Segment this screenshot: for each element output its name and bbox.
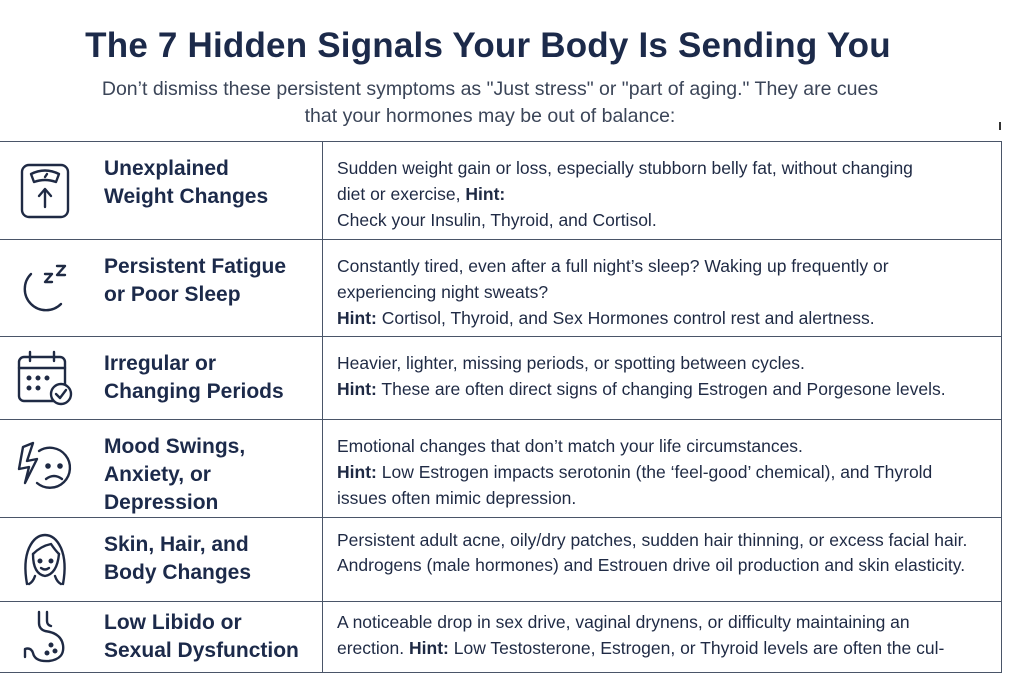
signal-description [323, 420, 1001, 511]
signal-name-line: Skin, Hair, and [104, 533, 249, 556]
signal-icon-cell [0, 518, 90, 602]
signal-icon-cell [0, 142, 90, 240]
signal-name-line: Weight Changes [104, 185, 269, 208]
signal-name-line: Unexplained [104, 157, 229, 180]
signal-name-line: Persistent Fatigue [104, 255, 287, 278]
signal-name-line: Body Changes [104, 561, 252, 584]
signal-hint-text: Check your Insulin, Thyroid, and Cortisol. [337, 210, 657, 230]
signal-icon-cell [0, 337, 90, 420]
signal-description [323, 240, 1001, 331]
signal-name-line: Low Libido or [104, 611, 242, 634]
signal-name-cell [90, 420, 323, 518]
signal-name-cell [90, 240, 323, 337]
signal-icon-cell [0, 420, 90, 518]
signal-row-mood [0, 420, 1002, 518]
hint-label: Hint: [337, 462, 377, 482]
signal-description [323, 602, 1001, 661]
signals-table [0, 141, 1002, 673]
signal-name [90, 420, 322, 517]
signal-hint-text: Low Testosterone, Estrogen, or Thyroid levels are often the cul- [453, 638, 945, 658]
signal-name-cell [90, 337, 323, 420]
signal-description [323, 142, 1001, 233]
signal-name-line: Sexual Dysfunction [104, 639, 299, 662]
signal-hint-text: Low Estrogen impacts serotonin (the ‘feel-good’ chemical), and Thyrold issues often mimic depression. [337, 462, 933, 508]
signal-icon-cell [0, 240, 90, 337]
signal-hint-text: Cortisol, Thyroid, and Sex Hormones control rest and alertness. [381, 308, 875, 328]
page-title: The 7 Hidden Signals Your Body Is Sending You [85, 26, 891, 65]
hint-label: Hint: [337, 379, 377, 399]
signal-name [90, 240, 322, 309]
signal-hint-text: These are often direct signs of changing Estrogen and Porgesone levels. [381, 379, 946, 399]
signal-name-line: Irregular or [104, 352, 217, 375]
signal-name-cell [90, 602, 323, 673]
hint-label: Hint: [409, 638, 449, 658]
signal-desc-text: Persistent adult acne, oily/dry patches, sudden hair thinning, or excess facial hair. Androgens (male hormones) and Estrouen drive oil production and skin elasticity. [337, 530, 968, 575]
hint-label: Hint: [337, 308, 377, 328]
subtitle-line-2: that your hormones may be out of balance: [304, 105, 676, 127]
signal-name [90, 518, 322, 587]
scale-icon [0, 142, 90, 239]
signal-row-weight [0, 142, 1002, 240]
signal-name-line: or Poor Sleep [104, 283, 241, 306]
signal-name-cell [90, 142, 323, 240]
signal-desc-cell [323, 142, 1002, 240]
signal-description [323, 518, 1001, 578]
signal-name-line: Changing Periods [104, 380, 284, 403]
signal-description [323, 337, 1001, 402]
stomach-icon [0, 602, 90, 672]
signal-row-libido [0, 602, 1002, 673]
signal-icon-cell [0, 602, 90, 673]
signal-row-periods [0, 337, 1002, 420]
edge-mark [999, 122, 1001, 130]
signal-desc-text: Heavier, lighter, missing periods, or spotting between cycles. [337, 353, 805, 373]
signal-desc-cell [323, 337, 1002, 420]
signal-desc-text: A noticeable drop in sex drive, vaginal drynens, or difficulty maintaining an erection. [337, 612, 910, 658]
signal-desc-text: Sudden weight gain or loss, especially stubborn belly fat, without changing diet or exercise, [337, 158, 913, 204]
signal-name-cell [90, 518, 323, 602]
hint-label: Hint: [465, 184, 506, 204]
signal-name [90, 602, 322, 665]
calendar-check-icon [0, 337, 90, 419]
subtitle-line-1: Don’t dismiss these persistent symptoms as "Just stress" or "part of aging." They are cues [101, 78, 879, 100]
signal-desc-text: Constantly tired, even after a full night’s sleep? Waking up frequently or experiencing night sweats? [337, 256, 889, 302]
signal-desc-cell [323, 420, 1002, 518]
signal-desc-cell [323, 240, 1002, 337]
signal-row-fatigue [0, 240, 1002, 337]
signal-name [90, 337, 322, 406]
page-subtitle [40, 76, 940, 130]
signal-desc-text: Emotional changes that don’t match your life circumstances. [337, 436, 803, 456]
signal-row-skin [0, 518, 1002, 602]
woman-face-icon [0, 518, 90, 601]
signal-name [90, 142, 322, 211]
mood-swing-icon [0, 420, 90, 513]
moon-sleep-icon [0, 240, 90, 336]
signal-name-line: Anxiety, or Depression [104, 463, 219, 514]
signal-desc-cell [323, 518, 1002, 602]
signal-desc-cell [323, 602, 1002, 673]
signal-name-line: Mood Swings, [104, 435, 246, 458]
